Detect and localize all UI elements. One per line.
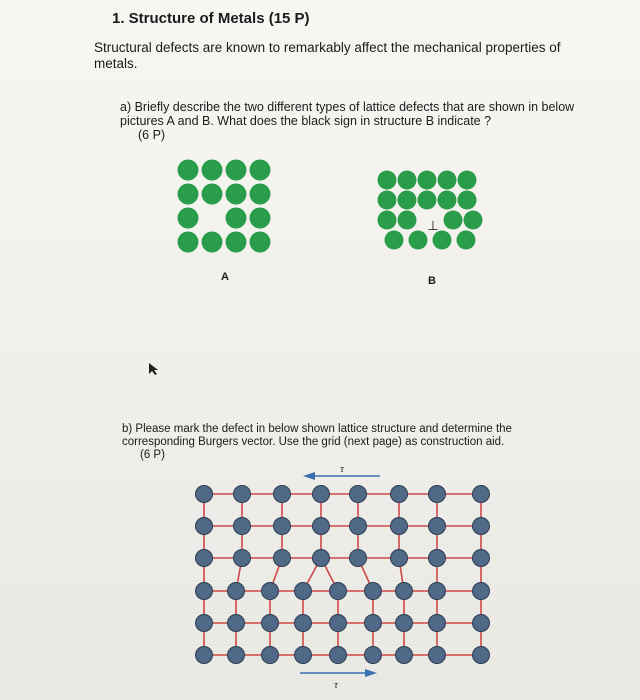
shear-stress-label-bottom: τ: [334, 680, 338, 691]
atom: [398, 191, 417, 210]
lattice-atom: [330, 647, 347, 664]
lattice-atom: [473, 486, 490, 503]
atom: [250, 184, 271, 205]
lattice-atom: [396, 615, 413, 632]
lattice-atom: [350, 518, 367, 535]
part-b-text: b) Please mark the defect in below shown lattice structure and determine the corresponding Burgers vector. Use the grid (next page) as construction aid.: [122, 423, 512, 448]
lattice-atom: [196, 550, 213, 567]
part-a-prompt: [120, 100, 580, 142]
lattice-atom: [429, 486, 446, 503]
lattice-atom: [473, 647, 490, 664]
atom: [202, 184, 223, 205]
lattice-atom: [262, 647, 279, 664]
lattice-atom: [228, 583, 245, 600]
lattice-atom: [262, 583, 279, 600]
atom: [250, 160, 271, 181]
lattice-atom: [330, 615, 347, 632]
lattice-atom: [473, 615, 490, 632]
lattice-atom: [234, 550, 251, 567]
shear-arrow-bottom: [300, 669, 377, 677]
atom: [378, 211, 397, 230]
atom: [202, 160, 223, 181]
atom: [464, 211, 483, 230]
lattice-atom: [396, 583, 413, 600]
question-title: 1. Structure of Metals (15 P): [112, 10, 310, 27]
lattice-atom: [313, 486, 330, 503]
part-a-points: (6 P): [138, 128, 166, 142]
lattice-atom: [274, 486, 291, 503]
lattice-atom: [365, 583, 382, 600]
atom: [378, 191, 397, 210]
atom: [202, 232, 223, 253]
atom: [226, 184, 247, 205]
atom: [438, 191, 457, 210]
lattice-atom: [313, 550, 330, 567]
atom: [418, 191, 437, 210]
lattice-atom: [350, 550, 367, 567]
atom: [226, 232, 247, 253]
atom: [385, 231, 404, 250]
lattice-atom: [473, 583, 490, 600]
figure-a-atoms: [178, 160, 271, 253]
atom: [226, 208, 247, 229]
lattice-atom: [396, 647, 413, 664]
lattice-atom: [295, 615, 312, 632]
lattice-atom: [196, 647, 213, 664]
lattice-atom: [391, 518, 408, 535]
lattice-atom: [234, 486, 251, 503]
atom: [178, 160, 199, 181]
lattice-atom: [330, 583, 347, 600]
atom: [444, 211, 463, 230]
lattice-atom: [429, 615, 446, 632]
part-a-text: a) Briefly describe the two different types of lattice defects that are shown in below pictures A and B. What does the black sign in structure B indicate ?: [120, 100, 575, 128]
lattice-atom: [196, 583, 213, 600]
figure-b-atoms: [378, 171, 483, 250]
lattice-atom: [295, 647, 312, 664]
atom: [438, 171, 457, 190]
lattice-atom: [262, 615, 279, 632]
lattice-atom: [274, 550, 291, 567]
part-b-prompt: [122, 423, 562, 462]
lattice-atom: [228, 615, 245, 632]
lattice-atom: [274, 518, 291, 535]
atom: [378, 171, 397, 190]
lattice-atom: [350, 486, 367, 503]
atom: [178, 232, 199, 253]
lattice-atom: [313, 518, 330, 535]
lattice-atom: [196, 518, 213, 535]
atom: [226, 160, 247, 181]
lattice-atom: [365, 647, 382, 664]
lattice-structure-figure: [190, 460, 500, 690]
lattice-atom: [228, 647, 245, 664]
lattice-atom: [391, 550, 408, 567]
lattice-atom: [365, 615, 382, 632]
lattice-atom: [429, 647, 446, 664]
lattice-atom: [234, 518, 251, 535]
part-b-points: (6 P): [140, 449, 165, 461]
lattice-atom: [473, 550, 490, 567]
dislocation-symbol: ⊥: [427, 219, 439, 234]
shear-stress-label-top: τ: [340, 464, 344, 475]
atom: [250, 208, 271, 229]
atom: [250, 232, 271, 253]
figure-b-dislocation-lattice: [372, 166, 502, 296]
atom: [458, 171, 477, 190]
lattice-atom: [473, 518, 490, 535]
lattice-atom: [429, 518, 446, 535]
atom: [457, 231, 476, 250]
figure-a-label: A: [221, 271, 229, 283]
figure-a-vacancy-lattice: [170, 158, 280, 288]
atom: [398, 211, 417, 230]
lattice-atom: [196, 486, 213, 503]
lattice-atom: [391, 486, 408, 503]
atom: [458, 191, 477, 210]
atom: [398, 171, 417, 190]
lattice-atom: [295, 583, 312, 600]
figure-b-label: B: [428, 275, 436, 287]
mouse-cursor-icon: [148, 362, 162, 376]
atom: [418, 171, 437, 190]
atom: [409, 231, 428, 250]
atom: [178, 184, 199, 205]
lattice-atom: [429, 583, 446, 600]
lattice-atom: [196, 615, 213, 632]
question-intro: Structural defects are known to remarkably affect the mechanical properties of metals.: [94, 40, 561, 71]
atom: [178, 208, 199, 229]
lattice-atom: [429, 550, 446, 567]
